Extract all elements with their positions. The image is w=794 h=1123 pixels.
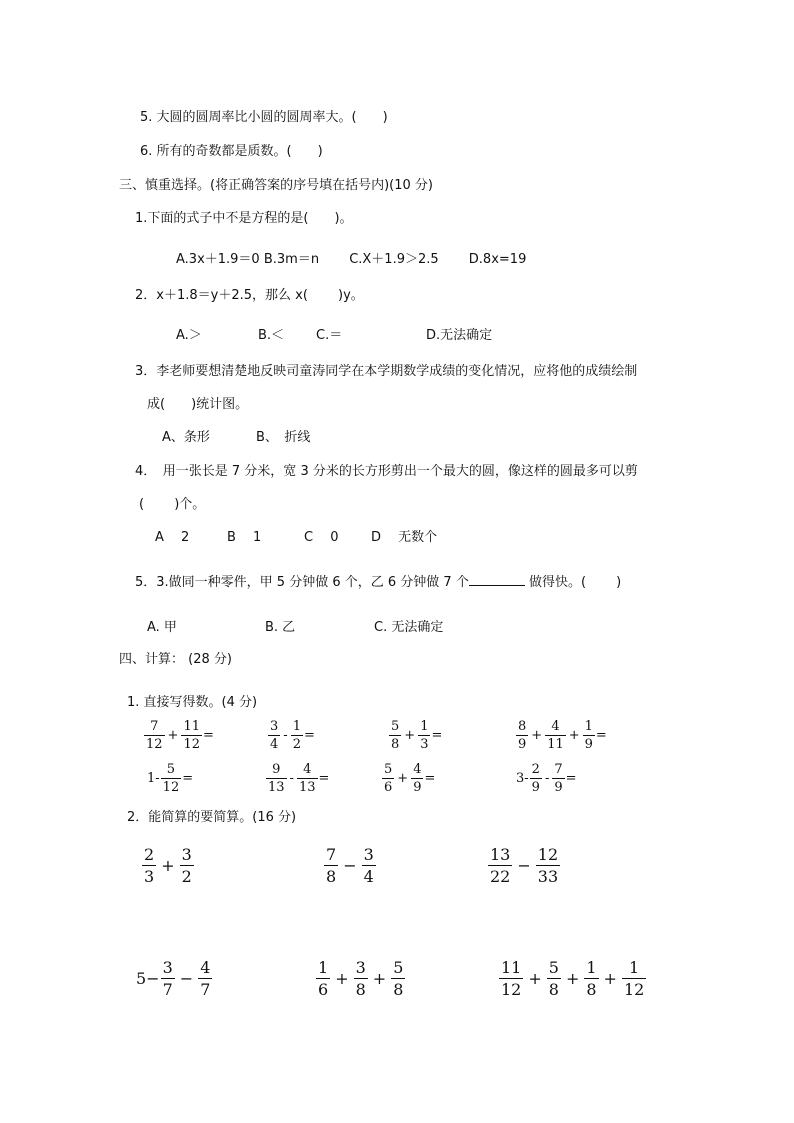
fraction [516,719,528,752]
direct-calc-expression-2 [267,719,315,752]
denominator: 13 [268,780,285,795]
fraction [180,845,194,886]
denominator: 8 [355,980,366,999]
direct-calc-expression-6 [265,762,329,795]
denominator: 2 [292,737,301,752]
denominator: 8 [393,980,404,999]
expression-text: = [203,728,214,743]
fraction [411,762,423,795]
calc-part1-label: 1. 直接写得数。(4 分) [127,695,258,710]
denominator: 12 [146,737,163,752]
operator: + [167,728,179,743]
operator: − [179,969,194,988]
simplify-expression-4 [136,958,213,999]
choice-q4-option-c: C 0 [304,530,339,545]
fraction [382,762,394,795]
numerator: 1 [584,719,593,734]
numerator: 2 [144,845,155,864]
numerator: 4 [200,958,211,977]
denominator: 12 [183,737,200,752]
operator: − [343,856,357,875]
choice-q4-option-d: D 无数个 [371,530,438,545]
judge-question-5: 5. 大圆的圆周率比小圆的圆周率大。( ) [140,110,388,125]
choice-q3-stem-line2: 成( )统计图。 [147,397,249,412]
fraction [530,762,542,795]
direct-calc-expression-1 [143,719,214,752]
numerator: 5 [384,762,393,777]
denominator: 12 [623,980,645,999]
denominator: 9 [518,737,527,752]
numerator: 3 [363,845,374,864]
fraction [324,845,338,886]
numerator: 7 [150,719,159,734]
denominator: 9 [584,737,593,752]
direct-calc-expression-5 [147,762,193,795]
fraction [354,958,368,999]
direct-calc-expression-3 [388,719,442,752]
denominator: 8 [326,867,337,886]
denominator: 4 [363,867,374,886]
simplify-expression-5 [315,958,406,999]
direct-calc-expression-7 [381,762,435,795]
fraction [536,845,560,886]
choice-q5-option-b: B. 乙 [265,620,296,635]
numerator: 5 [393,958,404,977]
simplify-expression-6 [498,958,647,999]
fraction [362,845,376,886]
calc-part2-label: 2．能简算的要简算。(16 分) [127,810,297,825]
simplify-expression-1 [141,845,195,886]
numerator: 1 [420,719,429,734]
fraction [268,719,280,752]
denominator: 11 [547,737,564,752]
expression-text: = [565,771,577,786]
direct-calc-expression-4 [515,719,607,752]
operator: + [372,969,387,988]
choice-q4-option-a: A 2 [155,530,190,545]
denominator: 9 [531,780,540,795]
denominator: 2 [181,867,192,886]
answer-blank[interactable] [469,573,525,586]
choice-q2-option-b: B.＜ [258,328,285,343]
fraction [316,958,330,999]
denominator: 9 [413,780,422,795]
denominator: 3 [144,867,155,886]
numerator: 1 [629,958,640,977]
fraction [266,762,287,795]
denominator: 8 [548,980,559,999]
operator: + [528,969,542,988]
denominator: 6 [384,780,393,795]
denominator: 3 [420,737,429,752]
expression-text: 1- [147,771,160,786]
denominator: 4 [270,737,279,752]
operator: + [404,728,416,743]
choice-q3-stem-line1: 3．李老师要想清楚地反映司童涛同学在本学期数学成绩的变化情况，应将他的成绩绘制 [135,364,638,379]
numerator: 4 [551,719,560,734]
choice-q4-stem-line2: ( )个。 [139,497,206,512]
numerator: 7 [326,845,337,864]
numerator: 7 [554,762,563,777]
fraction [389,719,401,752]
judge-question-6: 6. 所有的奇数都是质数。( ) [140,144,323,159]
fraction [181,719,202,752]
numerator: 5 [391,719,400,734]
operator: + [397,771,409,786]
fraction [552,762,564,795]
fraction [142,845,156,886]
numerator: 9 [272,762,281,777]
fraction [161,958,175,999]
expression-text: 3- [516,771,529,786]
choice-q5-option-a: A. 甲 [147,620,177,635]
fraction [161,762,182,795]
denominator: 6 [318,980,329,999]
fraction [488,845,512,886]
choice-q1-options: A.3x＋1.9＝0 B.3m＝n C.X＋1.9＞2.5 D.8x=19 [176,252,527,267]
operator: + [565,969,580,988]
direct-calc-expression-8 [516,762,577,795]
choice-q5-option-c: C. 无法确定 [374,620,444,635]
operator: - [544,771,550,786]
operator: + [531,728,543,743]
denominator: 12 [162,780,180,795]
fraction [622,958,646,999]
operator: - [289,771,294,786]
operator: + [161,856,175,875]
denominator: 12 [501,980,522,999]
fraction [583,719,595,752]
expression-text: = [431,728,443,743]
choice-q5-stem-before: 5．3.做同一种零件，甲 5 分钟做 6 个，乙 6 分钟做 7 个 [135,575,469,590]
operator: + [568,728,580,743]
numerator: 3 [270,719,279,734]
expression-text: = [424,771,436,786]
section-4-heading: 四、计算： (28 分) [119,652,232,667]
numerator: 1 [318,958,329,977]
numerator: 2 [531,762,540,777]
numerator: 8 [518,719,527,734]
denominator: 13 [298,780,316,795]
fraction [144,719,165,752]
choice-q2-option-c: C.＝ [316,328,343,343]
choice-q5-stem-after: 做得快。( ) [524,575,622,590]
fraction [547,958,561,999]
simplify-expression-2 [323,845,377,886]
denominator: 33 [537,867,559,886]
choice-q1-stem: 1.下面的式子中不是方程的是( )。 [135,211,353,226]
operator: - [283,728,288,743]
simplify-expression-3 [487,845,561,886]
denominator: 9 [554,780,563,795]
operator: + [335,969,349,988]
fraction [291,719,303,752]
expression-text: = [303,728,315,743]
choice-q2-stem: 2．x＋1.8＝y＋2.5，那么 x( )y。 [135,288,364,303]
choice-q3-option-a: A、条形 [162,430,210,445]
numerator: 1 [292,719,301,734]
denominator: 7 [200,980,211,999]
fraction [297,762,318,795]
numerator: 3 [181,845,192,864]
expression-text: = [595,728,607,743]
numerator: 4 [413,762,422,777]
denominator: 8 [391,737,400,752]
fraction [545,719,566,752]
numerator: 3 [355,958,366,977]
fraction [584,958,598,999]
expression-text: = [182,771,194,786]
choice-q2-option-a: A.＞ [176,328,202,343]
fraction [198,958,212,999]
choice-q4-stem-line1: 4． 用一张长是 7 分米，宽 3 分米的长方形剪出一个最大的圆，像这样的圆最多可以剪 [135,464,638,479]
section-3-heading: 三、慎重选择。(将正确答案的序号填在括号内)(10 分) [119,178,433,193]
numerator: 5 [548,958,559,977]
expression-text: 5− [136,969,160,988]
fraction [418,719,430,752]
numerator: 12 [537,845,559,864]
numerator: 13 [490,845,511,864]
fraction [499,958,523,999]
operator: − [517,856,531,875]
denominator: 22 [490,867,511,886]
choice-q5-stem [135,573,621,591]
fraction [391,958,405,999]
numerator: 3 [162,958,173,977]
numerator: 11 [501,958,522,977]
numerator: 1 [586,958,597,977]
denominator: 8 [586,980,597,999]
numerator: 11 [183,719,200,734]
numerator: 4 [303,762,312,777]
operator: + [603,969,617,988]
expression-text: = [318,771,330,786]
choice-q3-option-b: B、 折线 [256,430,311,445]
choice-q2-option-d: D.无法确定 [426,328,493,343]
choice-q4-option-b: B 1 [227,530,262,545]
denominator: 7 [162,980,173,999]
numerator: 5 [166,762,176,777]
